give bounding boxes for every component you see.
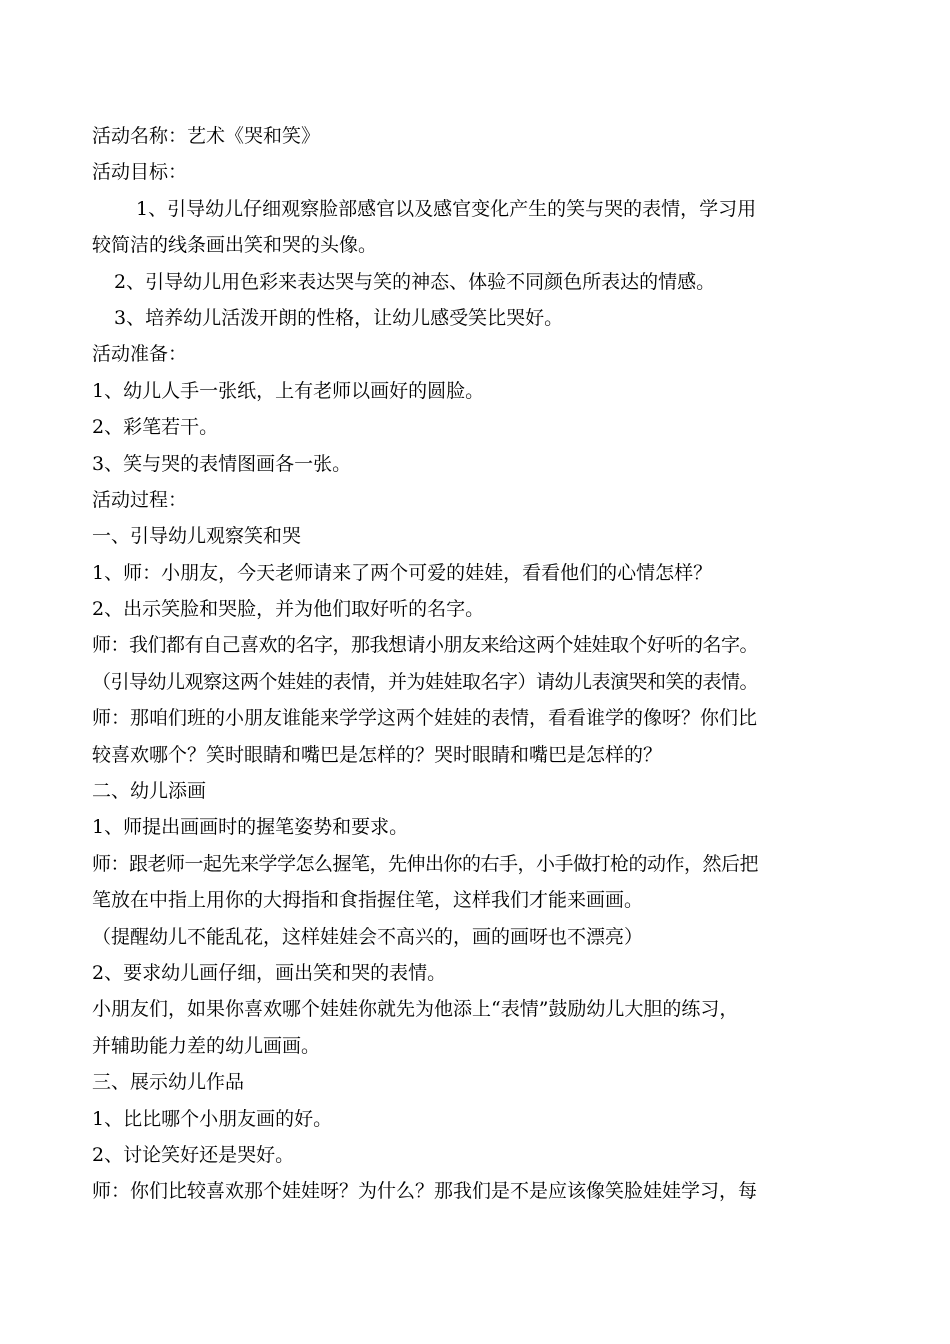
- guide-observe-line: （引导幼儿观察这两个娃娃的表情，并为娃娃取名字）请幼儿表演哭和笑的表情。: [92, 670, 759, 693]
- goal-1-line-1: 1、引导幼儿仔细观察脸部感官以及感官变化产生的笑与哭的表情，学习用: [136, 197, 757, 220]
- section-1-heading: 一、引导幼儿观察笑和哭: [92, 525, 302, 548]
- document-body: [92, 118, 882, 1210]
- activity-goals-heading: 活动目标：: [92, 161, 188, 184]
- teacher-line-names: 师：我们都有自己喜欢的名字，那我想请小朋友来给这两个娃娃取个好听的名字。: [92, 634, 759, 657]
- section-3-item-2: 2、讨论笑好还是哭好。: [92, 1143, 295, 1166]
- section-2-item-1: 1、师提出画画时的握笔姿势和要求。: [92, 816, 409, 839]
- activity-prep-heading: 活动准备：: [92, 343, 188, 366]
- prep-2: 2、彩笔若干。: [92, 416, 219, 439]
- teacher-line-grip-2: 笔放在中指上用你的大拇指和食指握住笔，这样我们才能来画画。: [92, 889, 644, 912]
- encourage-line-1: 小朋友们，如果你喜欢哪个娃娃你就先为他添上“表情”鼓励幼儿大胆的练习，: [92, 998, 739, 1021]
- activity-name-line: 活动名称：艺术《哭和笑》: [92, 125, 321, 147]
- goal-1-line-2: 较简洁的线条画出笑和哭的头像。: [92, 234, 378, 257]
- teacher-line-grip-1: 师：跟老师一起先来学学怎么握笔，先伸出你的右手，小手做打枪的动作，然后把: [92, 852, 759, 875]
- activity-process-heading: 活动过程：: [92, 488, 188, 511]
- goal-2: 2、引导幼儿用色彩来表达哭与笑的神态、体验不同颜色所表达的情感。: [114, 270, 716, 293]
- section-2-item-2: 2、要求幼儿画仔细，画出笑和哭的表情。: [92, 961, 447, 984]
- section-1-item-2: 2、出示笑脸和哭脸，并为他们取好听的名字。: [92, 598, 485, 621]
- prep-3: 3、笑与哭的表情图画各一张。: [92, 452, 352, 475]
- section-3-item-1: 1、比比哪个小朋友画的好。: [92, 1107, 333, 1130]
- teacher-line-imitate-2: 较喜欢哪个？笑时眼睛和嘴巴是怎样的？哭时眼睛和嘴巴是怎样的？: [92, 743, 663, 766]
- section-2-heading: 二、幼儿添画: [92, 780, 207, 803]
- section-3-heading: 三、展示幼儿作品: [92, 1071, 245, 1094]
- prep-1: 1、幼儿人手一张纸，上有老师以画好的圆脸。: [92, 379, 485, 402]
- goal-3: 3、培养幼儿活泼开朗的性格，让幼儿感受笑比哭好。: [114, 306, 564, 329]
- teacher-line-discussion: 师：你们比较喜欢那个娃娃呀？为什么？那我们是不是应该像笑脸娃娃学习，每: [92, 1180, 758, 1203]
- encourage-line-2: 并辅助能力差的幼儿画画。: [92, 1034, 321, 1057]
- teacher-line-imitate-1: 师：那咱们班的小朋友谁能来学学这两个娃娃的表情，看看谁学的像呀？你们比: [92, 707, 758, 730]
- reminder-line: （提醒幼儿不能乱花，这样娃娃会不高兴的，画的画呀也不漂亮）: [92, 925, 644, 948]
- section-1-item-1: 1、师：小朋友，今天老师请来了两个可爱的娃娃，看看他们的心情怎样？: [92, 561, 713, 584]
